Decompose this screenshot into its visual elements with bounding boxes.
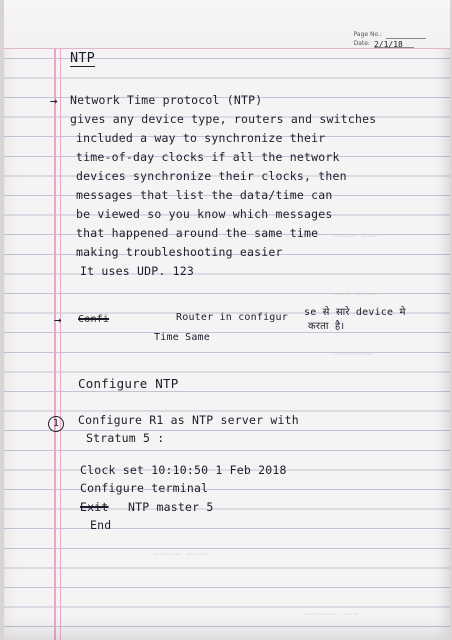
- text-line: included a way to synchronize their: [76, 131, 326, 145]
- text-line: devices synchronize their clocks, then: [76, 169, 347, 183]
- date-label: Date:: [353, 40, 370, 47]
- command-line: Configure terminal: [80, 481, 209, 495]
- text-line: messages that list the data/time can: [76, 188, 333, 202]
- uses-line: It uses UDP. 123: [80, 264, 194, 278]
- struck-command: Exit: [80, 500, 109, 514]
- struck-word: Confi: [78, 314, 110, 325]
- bleed-through-mark: ~~~ ~~~~: [334, 232, 378, 242]
- text-line: making troubleshooting easier: [76, 245, 283, 259]
- date-value: 2/1/18: [374, 40, 414, 48]
- text-line: that happened around the same time: [76, 226, 319, 240]
- bleed-through-mark: ~~~~ ~~~~~: [154, 550, 209, 560]
- page-title: NTP: [70, 50, 95, 66]
- bullet-arrow: →: [50, 93, 58, 108]
- note-text: Router in configur: [176, 312, 288, 323]
- page-date-box: [354, 30, 426, 48]
- page-no-label: Page No.:: [353, 31, 382, 38]
- command-line: NTP master 5: [128, 500, 214, 514]
- section-heading: Configure NTP: [78, 376, 179, 391]
- note-arrow: →: [54, 312, 62, 327]
- note-hindi: se से सारे device मे: [304, 307, 406, 318]
- bleed-through-mark: ~~~ ~~~~~~: [304, 610, 359, 620]
- note-hindi-2: करता है।: [308, 321, 345, 332]
- bleed-through-mark: ~~~~~~~: [334, 350, 372, 360]
- text-line: be viewed so you know which messages: [76, 207, 333, 221]
- notebook-page: [4, 0, 450, 640]
- command-line: End: [90, 518, 112, 532]
- page-no-field: [386, 31, 426, 39]
- step-number: 1: [48, 411, 64, 432]
- text-line: time-of-day clocks if all the network: [76, 150, 340, 164]
- text-line: Network Time protocol (NTP): [70, 93, 263, 107]
- step-line: Stratum 5 :: [86, 431, 165, 445]
- step-line: Configure R1 as NTP server with: [78, 413, 299, 427]
- note-time-same: Time Same: [154, 332, 210, 343]
- text-line: gives any device type, routers and switches: [70, 112, 377, 126]
- bleed-through-mark: ~~~~ ~~~: [334, 290, 378, 300]
- command-line: Clock set 10:10:50 1 Feb 2018: [80, 463, 287, 477]
